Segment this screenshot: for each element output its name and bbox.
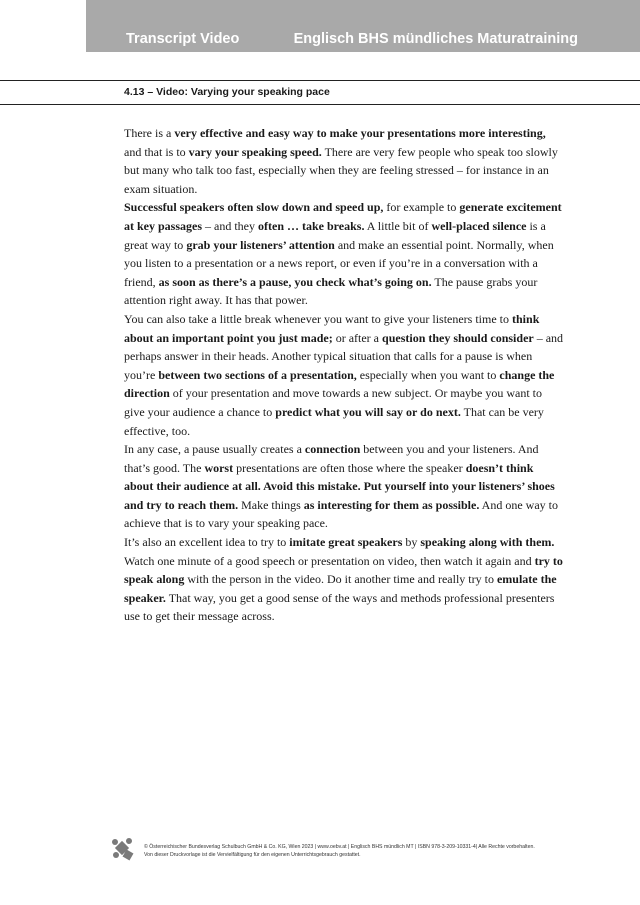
emphasis-text: between two sections of a presentation, xyxy=(158,367,357,382)
header-bar xyxy=(86,0,640,52)
emphasis-text: generate excitement at key passages xyxy=(124,200,562,233)
body-text-run: for example to xyxy=(383,200,460,215)
emphasis-text: change the direction xyxy=(124,367,555,401)
body-text-run: That way, you get a good sense of the ways and methods professional presenters use to get their message across. xyxy=(124,590,555,624)
emphasis-text: speaking along with them. xyxy=(420,535,555,550)
emphasis-text: think about an important point you just made; xyxy=(124,311,540,345)
emphasis-text: very effective and easy way to make your presentations more interesting, xyxy=(174,126,546,140)
body-text-run: And one way to achieve that is to vary your speaking pace. xyxy=(124,497,558,531)
emphasis-text: often … take breaks. xyxy=(258,218,365,233)
body-text-run: The pause grabs your attention right away. It has that power. xyxy=(124,274,538,308)
transcript-paragraph xyxy=(124,198,564,310)
footer-permission: Von dieser Druckvorlage ist die Vervielfältigung für den eigenen Unterrichtsgebrauch gestattet. xyxy=(144,852,361,859)
transcript-paragraph xyxy=(124,440,564,533)
emphasis-text: doesn’t think about their audience at all. Avoid this mistake. Put yourself into your listeners’ shoes and try to reach them. xyxy=(124,460,555,512)
emphasis-text: predict what you will say or do next. xyxy=(275,404,461,419)
body-text-run: Watch one minute of a good speech or presentation on video, then watch it again and xyxy=(124,553,535,568)
body-text-run: That can be very effective, too. xyxy=(124,404,544,438)
transcript-body xyxy=(124,124,564,626)
emphasis-text: as interesting for them as possible. xyxy=(303,497,480,512)
emphasis-text: try to speak along xyxy=(124,553,563,587)
body-text-run: There is a xyxy=(124,126,175,140)
body-text-run: presentations are often those where the speaker xyxy=(233,460,466,475)
body-text-run: and that is to xyxy=(124,144,189,159)
emphasis-text: Successful speakers often slow down and speed up, xyxy=(124,200,384,215)
body-text-run: Make things xyxy=(238,497,304,512)
header-right-title: Englisch BHS mündliches Maturatraining xyxy=(293,31,578,47)
emphasis-text: emulate the speaker. xyxy=(124,572,557,605)
body-text-run: It’s also an excellent idea to try to xyxy=(124,535,290,550)
emphasis-text: worst xyxy=(204,460,234,475)
body-text-run: with the person in the video. Do it another time and really try to xyxy=(184,572,497,587)
transcript-paragraph xyxy=(124,310,564,440)
header-left-title: Transcript Video xyxy=(126,31,240,47)
puzzle-piece-logo-icon xyxy=(110,836,136,862)
emphasis-text: as soon as there’s a pause, you check what’s going on. xyxy=(158,274,432,289)
body-text-run: There are very few people who speak too slowly but many who talk too fast, especially when they are feeling stressed – for instance in an exam situation. xyxy=(124,144,558,196)
body-text-run: by xyxy=(402,535,421,550)
body-text-run: – and they xyxy=(202,218,259,233)
body-text-run: especially when you want to xyxy=(356,367,500,382)
emphasis-text: well-placed silence xyxy=(431,218,527,233)
emphasis-text: question they should consider xyxy=(382,330,534,345)
top-rule xyxy=(0,80,640,81)
emphasis-text: connection xyxy=(304,442,361,457)
title-rule xyxy=(0,104,640,105)
emphasis-text: imitate great speakers xyxy=(289,535,403,550)
footer-text xyxy=(144,843,614,860)
emphasis-text: vary your speaking speed. xyxy=(188,144,322,159)
emphasis-text: grab your listeners’ attention xyxy=(186,237,335,252)
body-text-run: is a great way to xyxy=(124,218,546,252)
body-text-run: and make an essential point. Normally, when you listen to a presentation or a news report, or even if you’re in a conversation with a friend, xyxy=(124,237,554,289)
body-text-run: You can also take a little break whenever you want to give your listeners time to xyxy=(124,311,513,326)
transcript-paragraph xyxy=(124,124,564,198)
transcript-paragraph xyxy=(124,533,564,626)
body-text-run: of your presentation and move towards a new subject. Or maybe you want to give your audience a chance to xyxy=(124,386,543,419)
footer-copyright: © Österreichischer Bundesverlag Schulbuch GmbH & Co. KG, Wien 2023 | www.oebv.at | Englisch BHS mündlich MT | ISBN 978-3-209-10331-4| Alle Rechte vorbehalten. xyxy=(144,844,535,850)
body-text-run: – and perhaps answer in their heads. Another typical situation that calls for a pause is when you’re xyxy=(124,330,564,382)
body-text-run: between you and your listeners. And that’s good. The xyxy=(124,442,539,475)
body-text-run: or after a xyxy=(332,330,383,345)
body-text-run: A little bit of xyxy=(364,218,432,233)
section-title: 4.13 – Video: Varying your speaking pace xyxy=(124,86,330,98)
body-text-run: In any case, a pause usually creates a xyxy=(124,442,305,457)
